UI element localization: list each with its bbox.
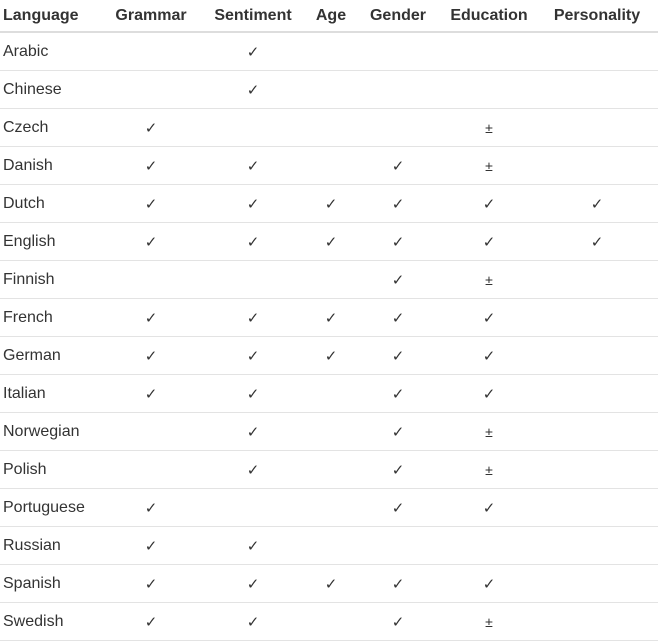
header-grammar: Grammar (104, 0, 198, 32)
sentiment-support-cell: ✓ (198, 147, 308, 185)
grammar-support-cell: ✓ (104, 565, 198, 603)
language-cell: German (0, 337, 104, 375)
header-age: Age (308, 0, 354, 32)
sentiment-support-cell: ✓ (198, 32, 308, 71)
gender-support-cell: ✓ (354, 565, 442, 603)
gender-support-cell: ✓ (354, 299, 442, 337)
grammar-support-cell: ✓ (104, 603, 198, 641)
sentiment-support-cell: ✓ (198, 375, 308, 413)
grammar-support-cell: ✓ (104, 147, 198, 185)
gender-support-cell (354, 32, 442, 71)
personality-support-cell: ✓ (536, 185, 658, 223)
personality-support-cell (536, 603, 658, 641)
language-cell: Italian (0, 375, 104, 413)
table-row (0, 413, 658, 451)
gender-support-cell: ✓ (354, 489, 442, 527)
header-sentiment: Sentiment (198, 0, 308, 32)
header-language: Language (0, 0, 104, 32)
personality-support-cell (536, 527, 658, 565)
table-row (0, 337, 658, 375)
education-support-cell (442, 527, 536, 565)
table-row (0, 109, 658, 147)
personality-support-cell (536, 32, 658, 71)
education-support-cell: ✓ (442, 489, 536, 527)
header-personality: Personality (536, 0, 658, 32)
sentiment-support-cell: ✓ (198, 223, 308, 261)
gender-support-cell (354, 109, 442, 147)
header-education: Education (442, 0, 536, 32)
personality-support-cell (536, 147, 658, 185)
table-row (0, 489, 658, 527)
language-cell: Portuguese (0, 489, 104, 527)
age-support-cell (308, 603, 354, 641)
sentiment-support-cell (198, 489, 308, 527)
age-support-cell (308, 489, 354, 527)
table-row (0, 261, 658, 299)
grammar-support-cell (104, 413, 198, 451)
grammar-support-cell (104, 32, 198, 71)
language-cell: Arabic (0, 32, 104, 71)
education-support-cell: ± (442, 261, 536, 299)
sentiment-support-cell: ✓ (198, 565, 308, 603)
age-support-cell (308, 71, 354, 109)
sentiment-support-cell: ✓ (198, 299, 308, 337)
table-row (0, 603, 658, 641)
education-support-cell: ± (442, 147, 536, 185)
gender-support-cell: ✓ (354, 185, 442, 223)
table-row (0, 375, 658, 413)
gender-support-cell: ✓ (354, 223, 442, 261)
education-support-cell: ✓ (442, 375, 536, 413)
sentiment-support-cell: ✓ (198, 451, 308, 489)
gender-support-cell: ✓ (354, 261, 442, 299)
sentiment-support-cell: ✓ (198, 603, 308, 641)
age-support-cell (308, 147, 354, 185)
grammar-support-cell: ✓ (104, 185, 198, 223)
sentiment-support-cell: ✓ (198, 185, 308, 223)
personality-support-cell (536, 337, 658, 375)
age-support-cell: ✓ (308, 337, 354, 375)
language-cell: Spanish (0, 565, 104, 603)
table-row (0, 451, 658, 489)
personality-support-cell (536, 261, 658, 299)
grammar-support-cell: ✓ (104, 109, 198, 147)
language-cell: Swedish (0, 603, 104, 641)
age-support-cell (308, 375, 354, 413)
gender-support-cell (354, 71, 442, 109)
age-support-cell: ✓ (308, 185, 354, 223)
language-cell: Chinese (0, 71, 104, 109)
education-support-cell (442, 71, 536, 109)
personality-support-cell (536, 565, 658, 603)
gender-support-cell: ✓ (354, 147, 442, 185)
language-cell: Norwegian (0, 413, 104, 451)
education-support-cell: ± (442, 109, 536, 147)
sentiment-support-cell: ✓ (198, 337, 308, 375)
sentiment-support-cell (198, 109, 308, 147)
language-cell: English (0, 223, 104, 261)
education-support-cell: ✓ (442, 223, 536, 261)
personality-support-cell: ✓ (536, 223, 658, 261)
education-support-cell: ✓ (442, 565, 536, 603)
table-row (0, 299, 658, 337)
education-support-cell: ✓ (442, 337, 536, 375)
language-cell: French (0, 299, 104, 337)
education-support-cell: ± (442, 413, 536, 451)
education-support-cell (442, 32, 536, 71)
grammar-support-cell: ✓ (104, 375, 198, 413)
sentiment-support-cell (198, 261, 308, 299)
table-row (0, 565, 658, 603)
age-support-cell (308, 451, 354, 489)
header-row (0, 0, 658, 32)
grammar-support-cell: ✓ (104, 337, 198, 375)
table-row (0, 32, 658, 71)
table-body (0, 32, 658, 641)
education-support-cell: ± (442, 603, 536, 641)
age-support-cell: ✓ (308, 565, 354, 603)
sentiment-support-cell: ✓ (198, 413, 308, 451)
language-cell: Russian (0, 527, 104, 565)
age-support-cell: ✓ (308, 223, 354, 261)
personality-support-cell (536, 109, 658, 147)
personality-support-cell (536, 413, 658, 451)
table-row (0, 223, 658, 261)
grammar-support-cell (104, 451, 198, 489)
header-gender: Gender (354, 0, 442, 32)
age-support-cell (308, 413, 354, 451)
grammar-support-cell (104, 261, 198, 299)
age-support-cell (308, 527, 354, 565)
sentiment-support-cell: ✓ (198, 527, 308, 565)
gender-support-cell: ✓ (354, 451, 442, 489)
personality-support-cell (536, 375, 658, 413)
grammar-support-cell (104, 71, 198, 109)
personality-support-cell (536, 451, 658, 489)
grammar-support-cell: ✓ (104, 299, 198, 337)
age-support-cell (308, 109, 354, 147)
gender-support-cell: ✓ (354, 337, 442, 375)
grammar-support-cell: ✓ (104, 527, 198, 565)
language-cell: Finnish (0, 261, 104, 299)
gender-support-cell (354, 527, 442, 565)
table-row (0, 147, 658, 185)
age-support-cell: ✓ (308, 299, 354, 337)
gender-support-cell: ✓ (354, 375, 442, 413)
personality-support-cell (536, 299, 658, 337)
education-support-cell: ✓ (442, 185, 536, 223)
language-cell: Dutch (0, 185, 104, 223)
grammar-support-cell: ✓ (104, 489, 198, 527)
gender-support-cell: ✓ (354, 413, 442, 451)
age-support-cell (308, 32, 354, 71)
table-row (0, 185, 658, 223)
language-cell: Polish (0, 451, 104, 489)
sentiment-support-cell: ✓ (198, 71, 308, 109)
language-cell: Danish (0, 147, 104, 185)
personality-support-cell (536, 71, 658, 109)
personality-support-cell (536, 489, 658, 527)
age-support-cell (308, 261, 354, 299)
table-row (0, 71, 658, 109)
grammar-support-cell: ✓ (104, 223, 198, 261)
education-support-cell: ± (442, 451, 536, 489)
table-row (0, 527, 658, 565)
gender-support-cell: ✓ (354, 603, 442, 641)
education-support-cell: ✓ (442, 299, 536, 337)
language-cell: Czech (0, 109, 104, 147)
